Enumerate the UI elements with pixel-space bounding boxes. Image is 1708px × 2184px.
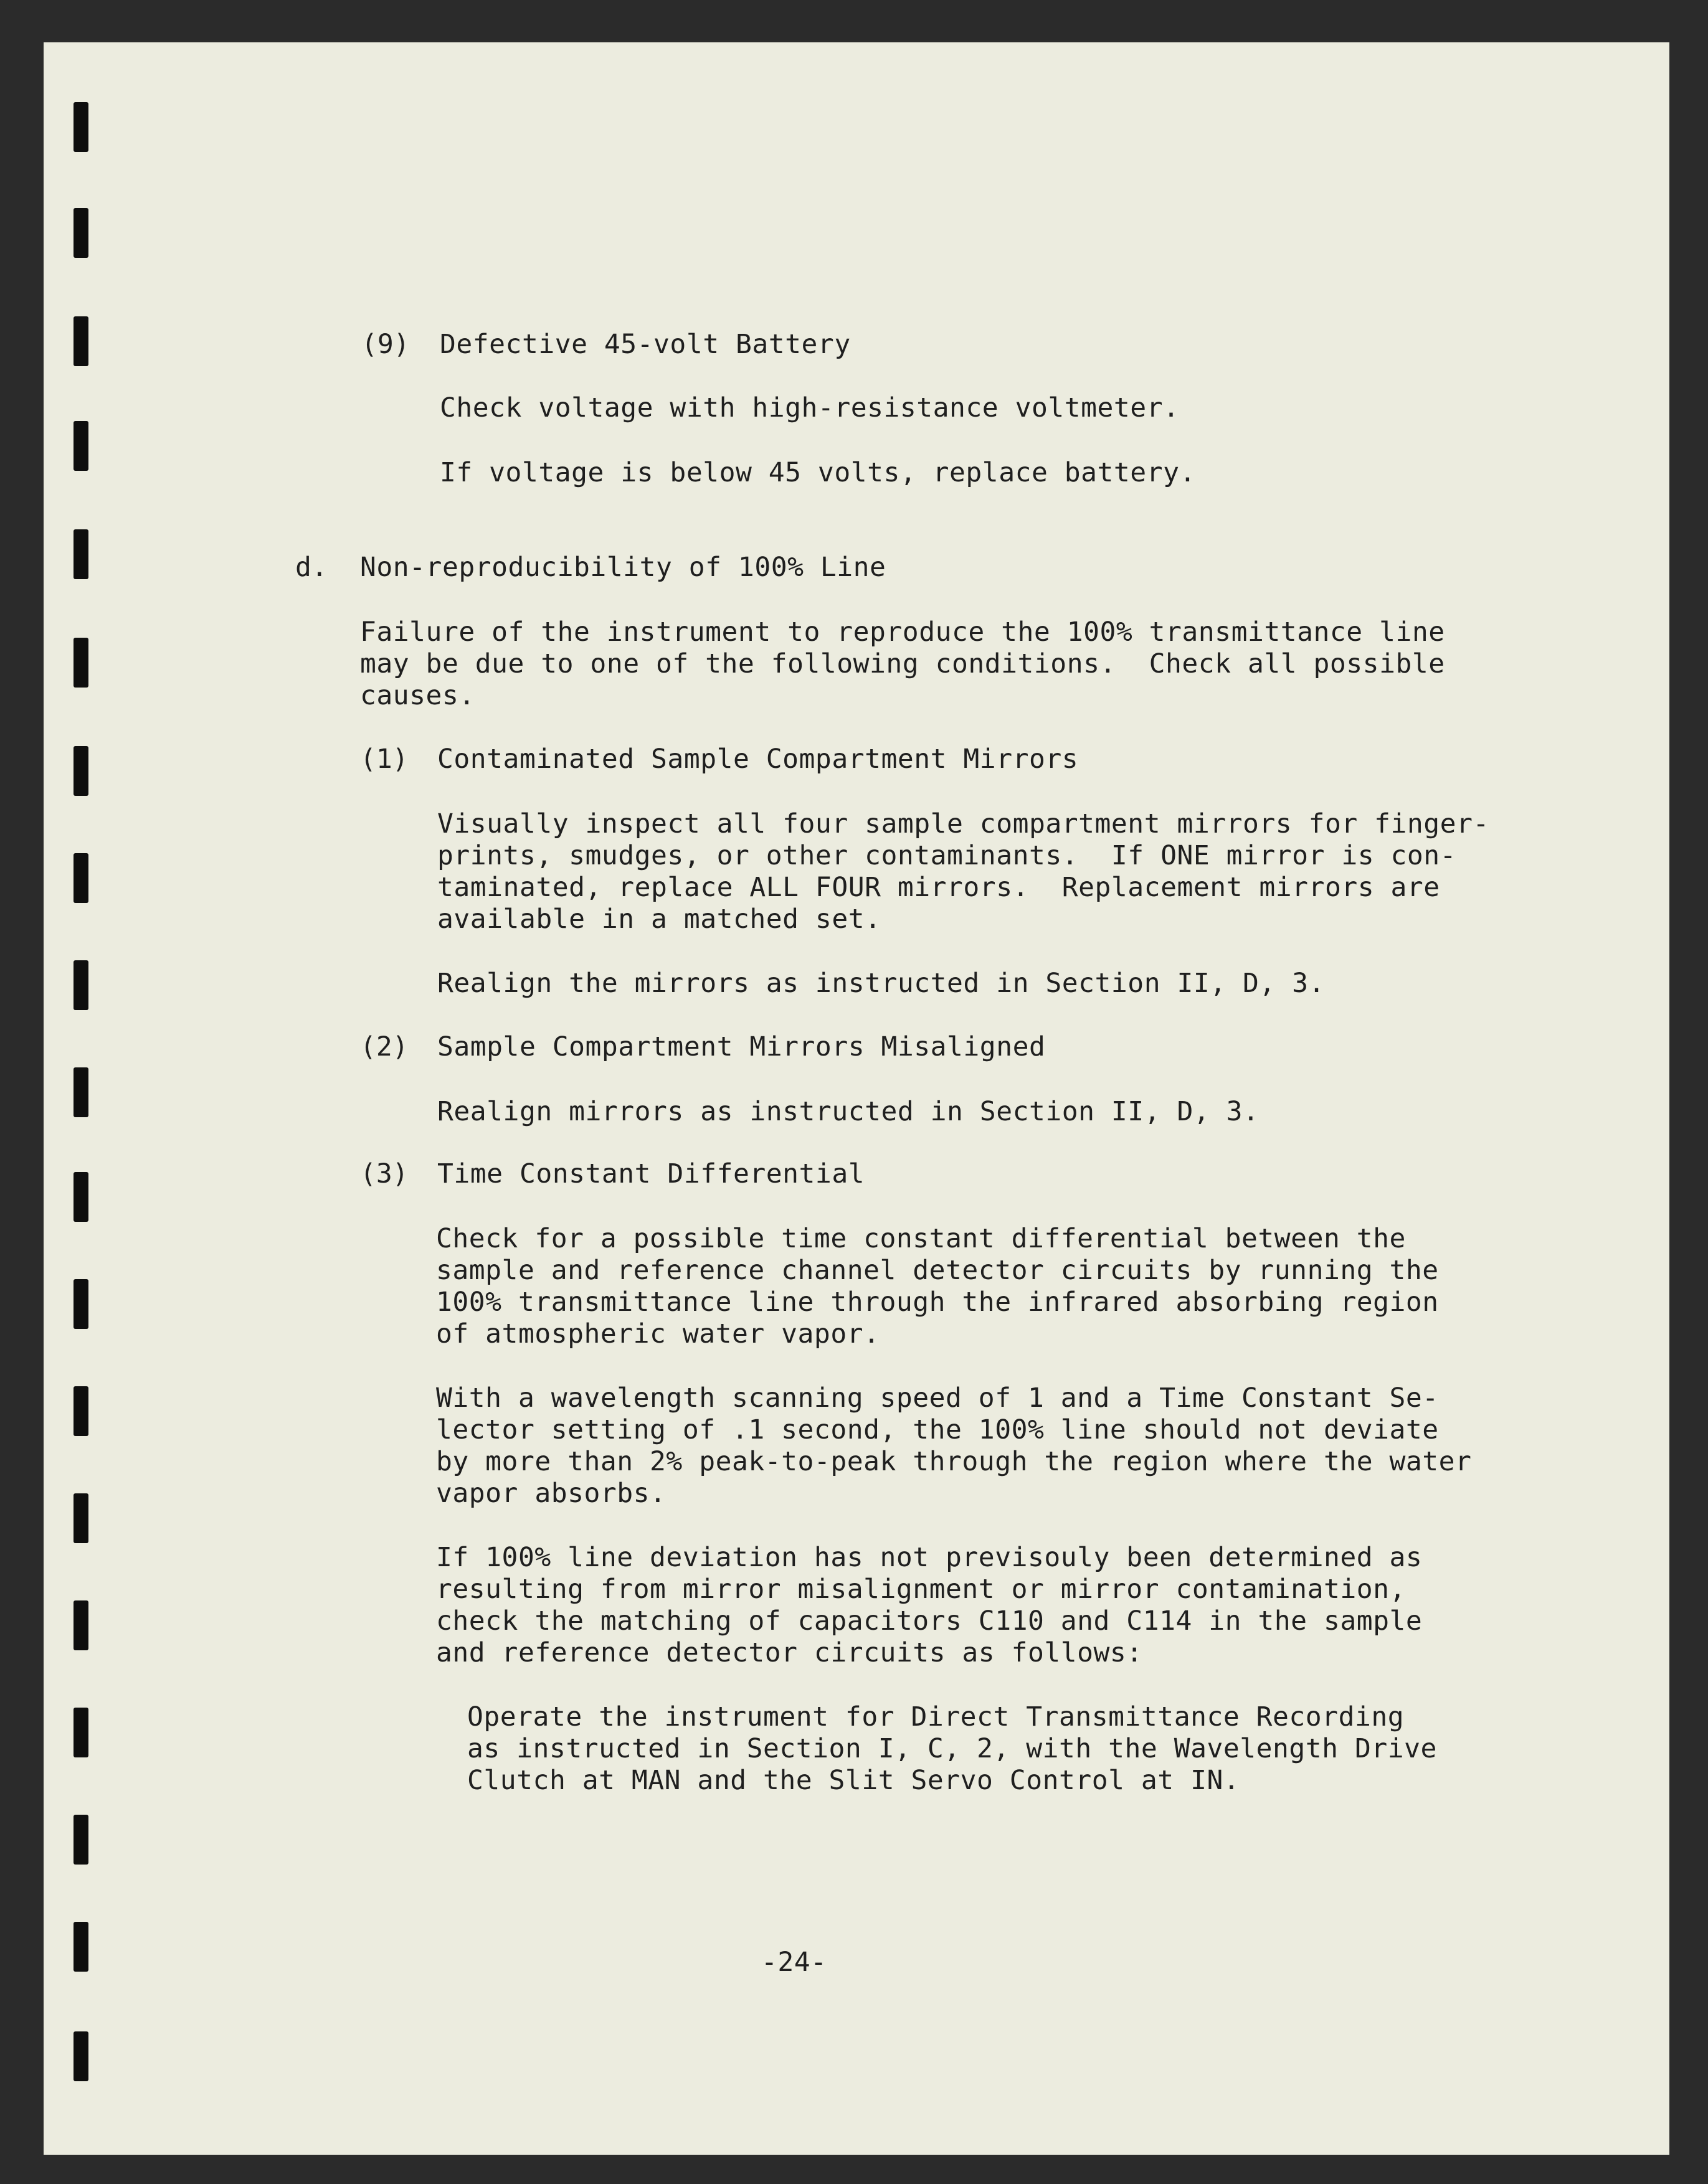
item-2-paragraph: Realign mirrors as instructed in Section II, D, 3. <box>437 1096 1260 1127</box>
binder-hole <box>74 638 88 688</box>
binder-hole <box>74 1922 88 1972</box>
binder-hole <box>74 746 88 796</box>
item-3-paragraph-line: check the matching of capacitors C110 and C114 in the sample <box>436 1605 1423 1637</box>
item-1-paragraph-line: Visually inspect all four sample compartment mirrors for finger- <box>437 808 1489 839</box>
item-1-paragraph-line: prints, smudges, or other contaminants. If ONE mirror is con- <box>437 840 1457 871</box>
item-3-paragraph-line: Check for a possible time constant differential between the <box>436 1223 1406 1254</box>
item-1-paragraph-line: available in a matched set. <box>437 904 881 935</box>
item-3-paragraph-line: and reference detector circuits as follows: <box>436 1637 1143 1668</box>
item-3-paragraph-line: 100% transmittance line through the infrared absorbing region <box>436 1287 1439 1318</box>
item-3-paragraph-line: sample and reference channel detector circuits by running the <box>436 1255 1439 1286</box>
binder-hole <box>74 421 88 471</box>
item-3-paragraph-line: by more than 2% peak-to-peak through the region where the water <box>436 1446 1472 1477</box>
binder-hole <box>74 1279 88 1329</box>
item-1-heading: Contaminated Sample Compartment Mirrors <box>437 744 1079 775</box>
section-d-intro-line: causes. <box>360 680 475 711</box>
binder-hole <box>74 208 88 258</box>
item-3-paragraph-line: vapor absorbs. <box>436 1478 667 1509</box>
binder-hole <box>74 1493 88 1543</box>
item-3-paragraph-line: lector setting of .1 second, the 100% line should not deviate <box>436 1414 1439 1445</box>
item-1-number: (1) <box>360 744 409 775</box>
binder-hole <box>74 1815 88 1865</box>
item-3-paragraph-line: With a wavelength scanning speed of 1 and a Time Constant Se- <box>436 1383 1439 1414</box>
item-2-heading: Sample Compartment Mirrors Misaligned <box>437 1031 1046 1062</box>
page-number: -24- <box>761 1947 827 1978</box>
item-3-indented-line: Operate the instrument for Direct Transmittance Recording <box>467 1701 1405 1733</box>
binder-hole <box>74 1600 88 1650</box>
item-3-number: (3) <box>360 1158 409 1189</box>
binder-hole <box>74 1172 88 1222</box>
binder-hole <box>74 529 88 579</box>
section-d-intro-line: Failure of the instrument to reproduce the 100% transmittance line <box>360 617 1445 648</box>
item-3-indented-line: Clutch at MAN and the Slit Servo Control at IN. <box>467 1765 1240 1796</box>
binder-hole <box>74 1067 88 1117</box>
binder-hole <box>74 853 88 903</box>
binder-hole <box>74 2031 88 2081</box>
item-3-paragraph-line: resulting from mirror misalignment or mirror contamination, <box>436 1574 1406 1605</box>
item-9-paragraph: If voltage is below 45 volts, replace battery. <box>440 457 1196 488</box>
binder-hole <box>74 1386 88 1436</box>
item-3-heading: Time Constant Differential <box>437 1158 865 1189</box>
item-1-paragraph-line: taminated, replace ALL FOUR mirrors. Replacement mirrors are <box>437 872 1440 903</box>
item-3-paragraph-line: If 100% line deviation has not previsouly been determined as <box>436 1542 1423 1573</box>
item-3-paragraph-line: of atmospheric water vapor. <box>436 1318 880 1350</box>
item-9-heading: Defective 45-volt Battery <box>440 329 851 360</box>
binder-hole <box>74 102 88 152</box>
item-3-indented-line: as instructed in Section I, C, 2, with the Wavelength Drive <box>467 1733 1437 1764</box>
item-9-paragraph: Check voltage with high-resistance voltmeter. <box>440 392 1180 423</box>
item-1-paragraph: Realign the mirrors as instructed in Section II, D, 3. <box>437 968 1325 999</box>
section-d-intro-line: may be due to one of the following conditions. Check all possible <box>360 648 1445 679</box>
item-9-number: (9) <box>361 329 410 360</box>
binder-hole <box>74 316 88 366</box>
binder-hole <box>74 1708 88 1757</box>
binder-hole <box>74 960 88 1010</box>
section-d-heading: Non-reproducibility of 100% Line <box>360 552 886 583</box>
item-2-number: (2) <box>360 1031 409 1062</box>
section-d-letter: d. <box>295 552 328 583</box>
